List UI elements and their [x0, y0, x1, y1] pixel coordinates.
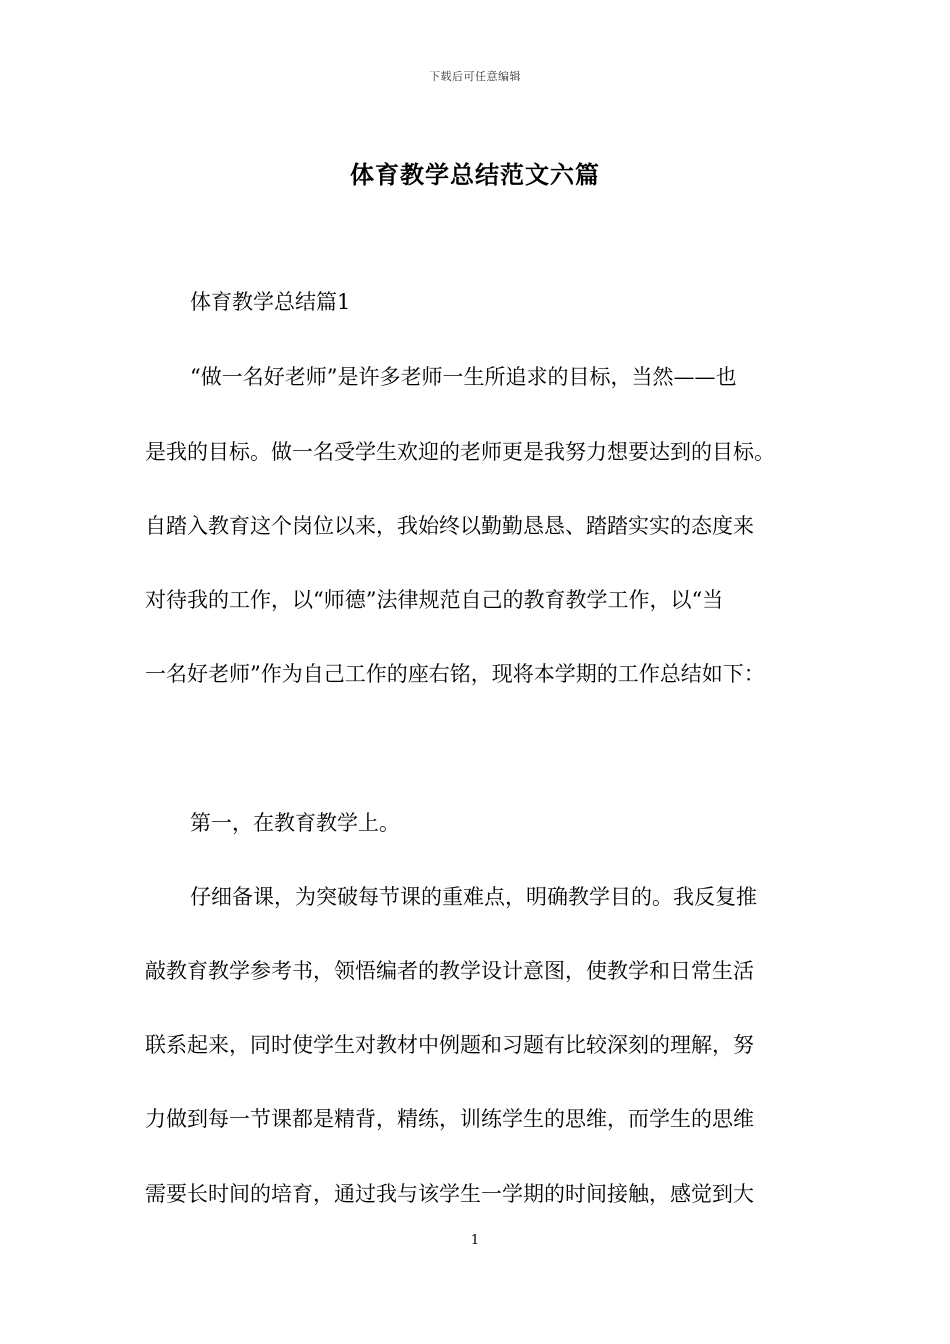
section-heading: 体育教学总结篇1 — [190, 290, 351, 314]
document-title: 体育教学总结范文六篇 — [350, 160, 600, 189]
paragraph-line: 一名好老师”作为自己工作的座右铭，现将本学期的工作总结如下： — [145, 662, 765, 686]
paragraph-line: 力做到每一节课都是精背，精练，训练学生的思维，而学生的思维 — [145, 1107, 754, 1131]
paragraph-line: 对待我的工作，以“师德”法律规范自己的教育教学工作，以“当 — [145, 588, 724, 612]
paragraph-line: 敲教育教学参考书，领悟编者的教学设计意图，使教学和日常生活 — [145, 959, 754, 983]
page-number: 1 — [470, 1233, 480, 1248]
paragraph-line: 是我的目标。做一名受学生欢迎的老师更是我努力想要达到的目标。 — [145, 440, 775, 464]
paragraph-line: 联系起来，同时使学生对教材中例题和习题有比较深刻的理解，努 — [145, 1033, 754, 1057]
paragraph-line: 需要长时间的培育，通过我与该学生一学期的时间接触，感觉到大 — [145, 1182, 754, 1206]
paragraph-line: 自踏入教育这个岗位以来，我始终以勤勤恳恳、踏踏实实的态度来 — [145, 514, 754, 538]
paragraph-line: “做一名好老师”是许多老师一生所追求的目标，当然——也 — [190, 365, 737, 389]
header-note: 下载后可任意编辑 — [429, 70, 521, 83]
subheading: 第一，在教育教学上。 — [190, 811, 400, 835]
paragraph-line: 仔细备课，为突破每节课的重难点，明确教学目的。我反复推 — [190, 885, 757, 909]
